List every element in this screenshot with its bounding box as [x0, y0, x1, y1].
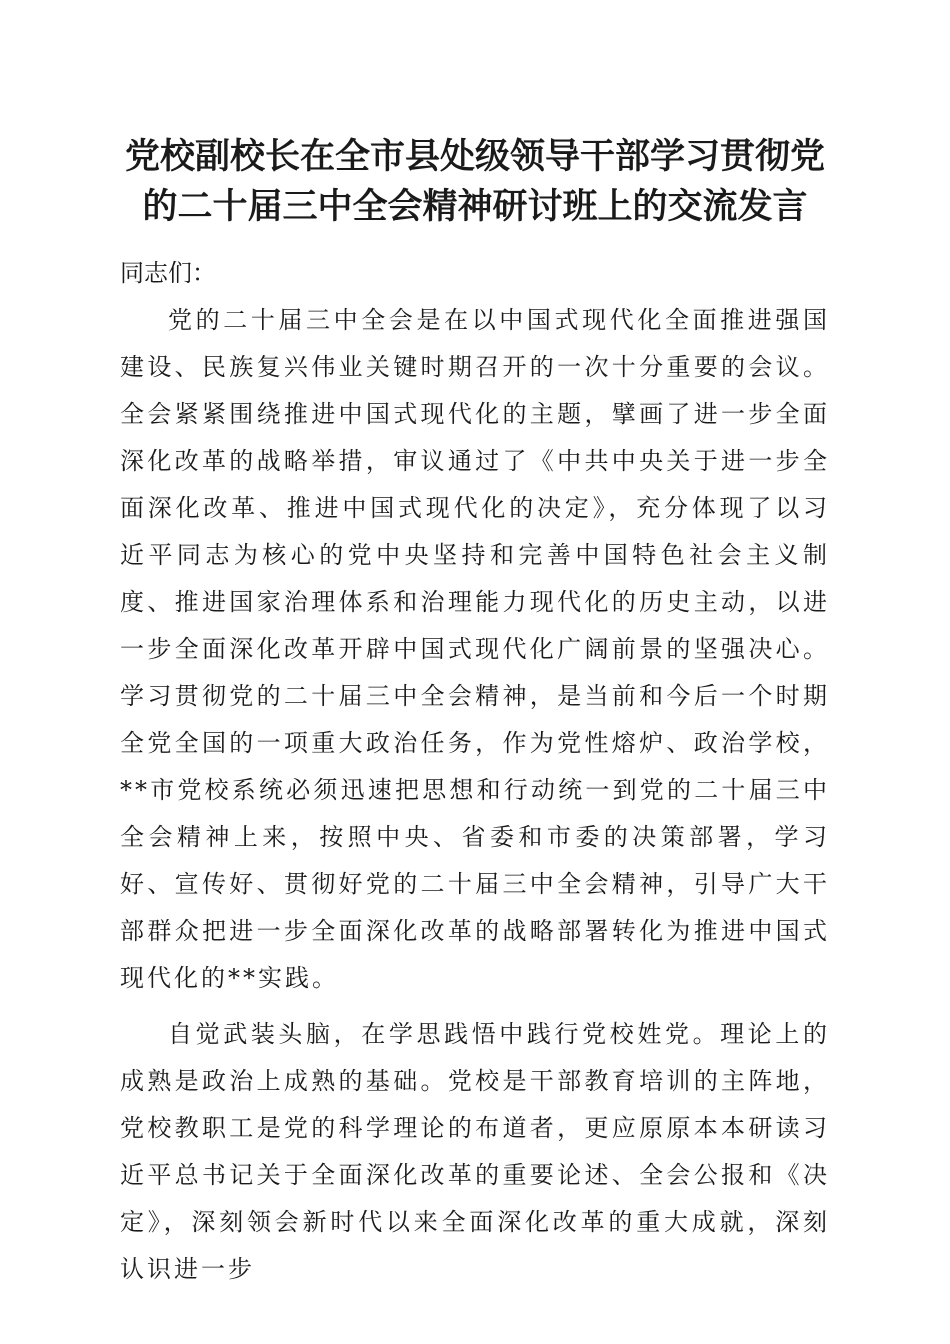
document-title	[110, 132, 840, 232]
salutation: 同志们：	[120, 259, 216, 287]
paragraph-1: 党的二十届三中全会是在以中国式现代化全面推进强国建设、民族复兴伟业关键时期召开的一次十分重要的会议。全会紧紧围绕推进中国式现代化的主题，擘画了进一步全面深化改革的战略举措，审议通过了《中共中央关于进一步全面深化改革、推进中国式现代化的决定》，充分体现了以习近平同志为核心的党中央坚持和完善中国特色社会主义制度、推进国家治理体系和治理能力现代化的历史主动，以进一步全面深化改革开辟中国式现代化广阔前景的坚强决心。学习贯彻党的二十届三中全会精神，是当前和今后一个时期全党全国的一项重大政治任务，作为党性熔炉、政治学校，**市党校系统必须迅速把思想和行动统一到党的二十届三中全会精神上来，按照中央、省委和市委的决策部署，学习好、宣传好、贯彻好党的二十届三中全会精神，引导广大干部群众把进一步全面深化改革的战略部署转化为推进中国式现代化的**实践。	[120, 306, 830, 992]
title-line-1: 党校副校长在全市县处级领导干部学习贯彻党	[124, 136, 825, 177]
paragraph-2: 自觉武装头脑，在学思践悟中践行党校姓党。理论上的成熟是政治上成熟的基础。党校是干部教育培训的主阵地，党校教职工是党的科学理论的布道者，更应原原本本研读习近平总书记关于全面深化改革的重要论述、全会公报和《决定》，深刻领会新时代以来全面深化改革的重大成就，深刻认识进一步	[120, 1020, 830, 1283]
title-line-2: 的二十届三中全会精神研讨班上的交流发言	[142, 186, 808, 227]
document-body	[120, 250, 830, 1293]
